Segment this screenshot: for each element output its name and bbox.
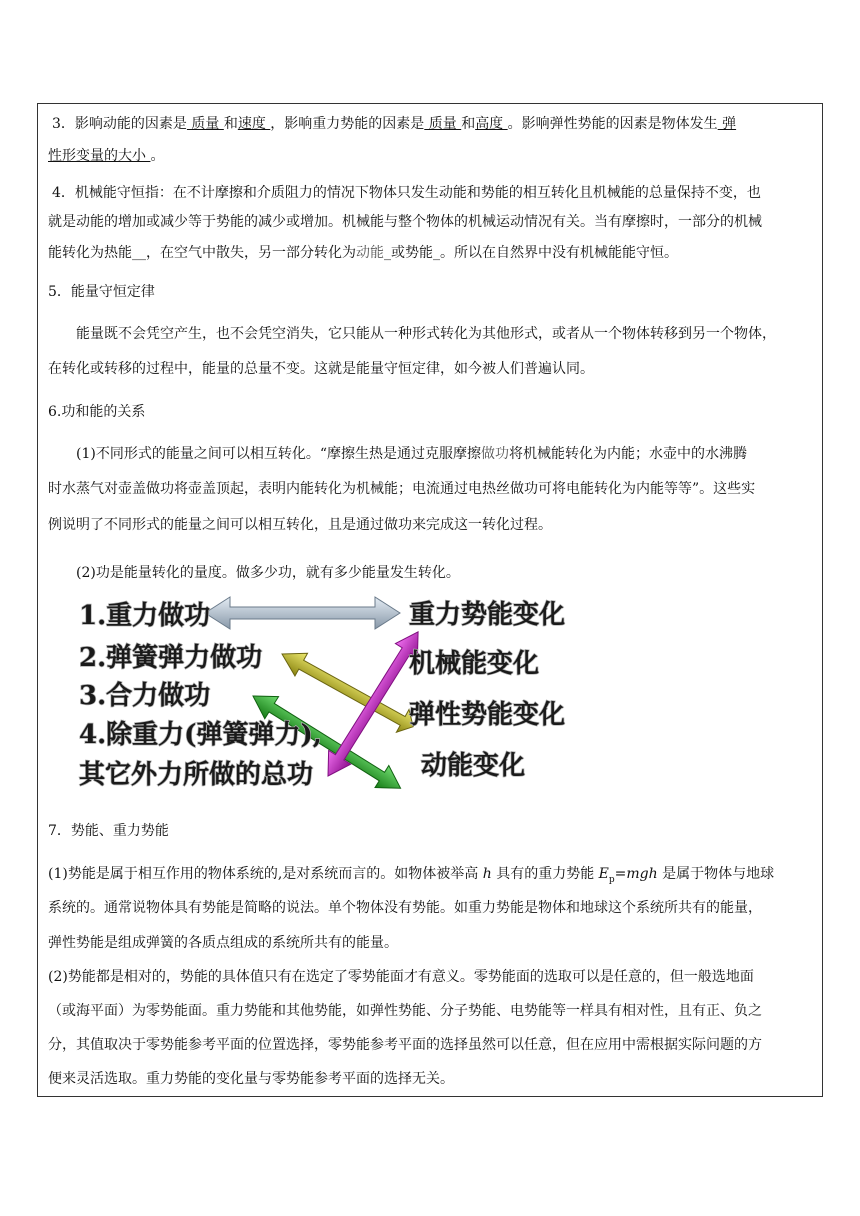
section-3: 3．影响动能的因素是 质量 和速度 ，影响重力势能的因素是 质量 和高度 。影响弹性势能的因素是物体发生 弹 [52, 116, 737, 132]
label-other-work-2: 其它外力所做的总功 [79, 760, 314, 790]
section-7-p2-line4: 便来灵活选取。重力势能的变化量与零势能参考平面的选择无关。 [48, 1071, 454, 1087]
label-elastic-pe-change: 弹性势能变化 [409, 700, 566, 730]
label-other-work-1: 4.除重力(弹簧弹力), [79, 720, 322, 750]
section-7-p2-line1: (2)势能都是相对的，势能的具体值只有在选定了零势能面才有意义。零势能面的选取可以是任意的，但一般选地面 [48, 969, 754, 985]
section-7-p2-line3: 分，其值取决于零势能参考平面的位置选择，零势能参考平面的选择虽然可以任意，但在应用中需根据实际问题的方 [48, 1037, 762, 1053]
section-7-p2-line2: （或海平面）为零势能面。重力势能和其他势能，如弹性势能、分子势能、电势能等一样具有相对性，且有正、负之 [48, 1003, 762, 1019]
section-6-p2: (2)功是能量转化的量度。做多少功，就有多少能量发生转化。 [76, 565, 460, 581]
label-gravity-work: 1.重力做功 [79, 601, 211, 631]
section-5-line2: 在转化或转移的过程中，能量的总量不变。这就是能量守恒定律，如今被人们普遍认同。 [48, 361, 594, 377]
label-spring-work: 2.弹簧弹力做功 [79, 643, 263, 673]
section-6-p1-line2: 时水蒸气对壶盖做功将壶盖顶起，表明内能转化为机械能；电流通过电热丝做功可将电能转化为内能等等”。这些实 [48, 481, 756, 497]
section-5-line1: 能量既不会凭空产生，也不会凭空消失，它只能从一种形式转化为其他形式，或者从一个物体转移到另一个物体， [76, 326, 776, 342]
gravity-arrow [205, 597, 400, 629]
section-7-p1-line1: (1)势能是属于相互作用的物体系统的,是对系统而言的。如物体被举高 h 具有的重力势能 $E_p=mgh$ 是属于物体与地球 [48, 866, 775, 885]
section-7-heading: 7．势能、重力势能 [48, 823, 169, 839]
section-7-p1-line3: 弹性势能是组成弹簧的各质点组成的系统所共有的能量。 [48, 935, 398, 951]
label-kinetic-change: 动能变化 [421, 751, 526, 781]
label-net-work: 3.合力做功 [79, 681, 211, 711]
section-7-p1-line2: 系统的。通常说物体具有势能是简略的说法。单个物体没有势能。如重力势能是物体和地球这个系统所共有的能量， [48, 900, 762, 916]
section-6-p1-line3: 例说明了不同形式的能量之间可以相互转化，且是通过做功来完成这一转化过程。 [48, 517, 552, 533]
section-6-heading: 6.功和能的关系 [48, 404, 146, 420]
section-3-cont: 性形变量的大小 。 [48, 148, 165, 164]
label-gravity-pe-change: 重力势能变化 [409, 600, 566, 630]
section-4-line1: 4．机械能守恒指：在不计摩擦和介质阻力的情况下物体只发生动能和势能的相互转化且机械能的总量保持不变，也 [52, 185, 761, 201]
section-5-heading: 5．能量守恒定律 [48, 284, 155, 300]
work-energy-diagram [75, 586, 595, 804]
section-4-line3: 能转化为热能__，在空气中散失，另一部分转化为动能_或势能_。所以在自然界中没有机械能能守恒。 [48, 245, 678, 261]
section-6-p1-line1: (1)不同形式的能量之间可以相互转化。“摩擦生热是通过克服摩擦做功将机械能转化为内能；水壶中的水沸腾 [76, 446, 747, 462]
label-mechanical-change: 机械能变化 [409, 649, 540, 679]
section-4-line2: 就是动能的增加或减少等于势能的减少或增加。机械能与整个物体的机械运动情况有关。当有摩擦时，一部分的机械 [48, 214, 762, 230]
